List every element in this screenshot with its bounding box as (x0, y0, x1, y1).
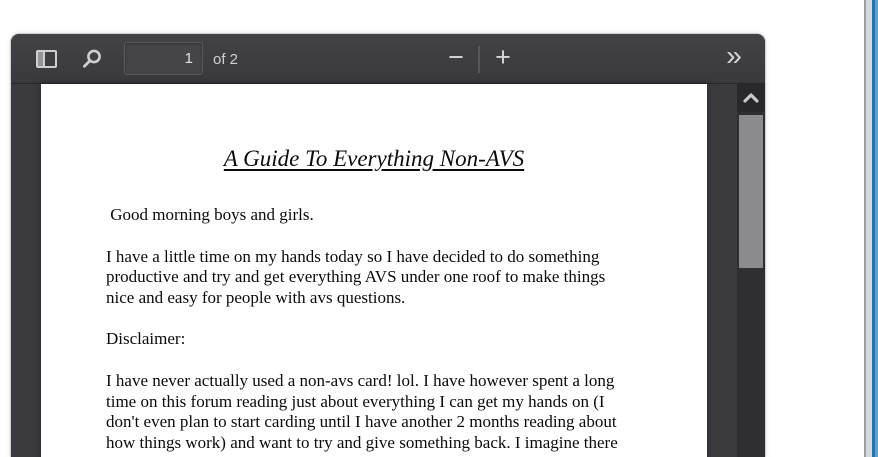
paragraph (106, 371, 657, 453)
text-line: nice and easy for people with avs questions. (106, 287, 406, 307)
more-tools-button[interactable] (716, 42, 750, 76)
scroll-up-button[interactable] (737, 84, 765, 112)
minus-icon: − (448, 41, 464, 72)
text-line: how things work) and want to try and give something back. I imagine there (106, 432, 618, 452)
text-line: I have a little time on my hands today so I have decided to do something (106, 246, 600, 266)
chevron-up-icon (743, 93, 759, 103)
pdf-viewer-window (10, 33, 766, 457)
text-line: productive and try and get everything AVS under one roof to make things (106, 267, 606, 287)
document-title: A Guide To Everything Non-AVS (223, 146, 525, 171)
search-icon (81, 48, 103, 70)
paragraph (106, 205, 657, 226)
page-paragraphs (41, 205, 707, 453)
text-line: Good morning boys and girls. (106, 205, 314, 224)
text-line: don't even plan to start carding until I have another 2 months reading about (106, 412, 617, 432)
document-viewport[interactable] (11, 84, 765, 457)
text-line: time on this forum reading just about everything I can get my hands on (I (106, 391, 605, 411)
paragraph (106, 329, 657, 350)
scrollbar-thumb[interactable] (739, 115, 763, 268)
text-line: Disclaimer: (106, 329, 186, 349)
double-chevron-right-icon: » (726, 40, 740, 71)
toggle-sidebar-button[interactable] (29, 42, 63, 76)
paragraph (106, 247, 657, 309)
toggle-sidebar-icon (36, 50, 57, 68)
pdf-toolbar (11, 34, 765, 84)
zoom-out-button[interactable] (439, 42, 473, 76)
plus-icon: + (495, 41, 511, 72)
page-number-input[interactable] (124, 42, 203, 75)
text-line: I have never actually used a non-avs card! lol. I have however spent a long (106, 370, 615, 390)
scrollbar-track[interactable] (737, 84, 765, 457)
toolbar-separator (478, 46, 480, 73)
page-count-label: of 2 (213, 50, 239, 68)
zoom-in-button[interactable] (486, 42, 520, 76)
search-button[interactable] (75, 42, 109, 76)
pdf-page (41, 84, 707, 457)
